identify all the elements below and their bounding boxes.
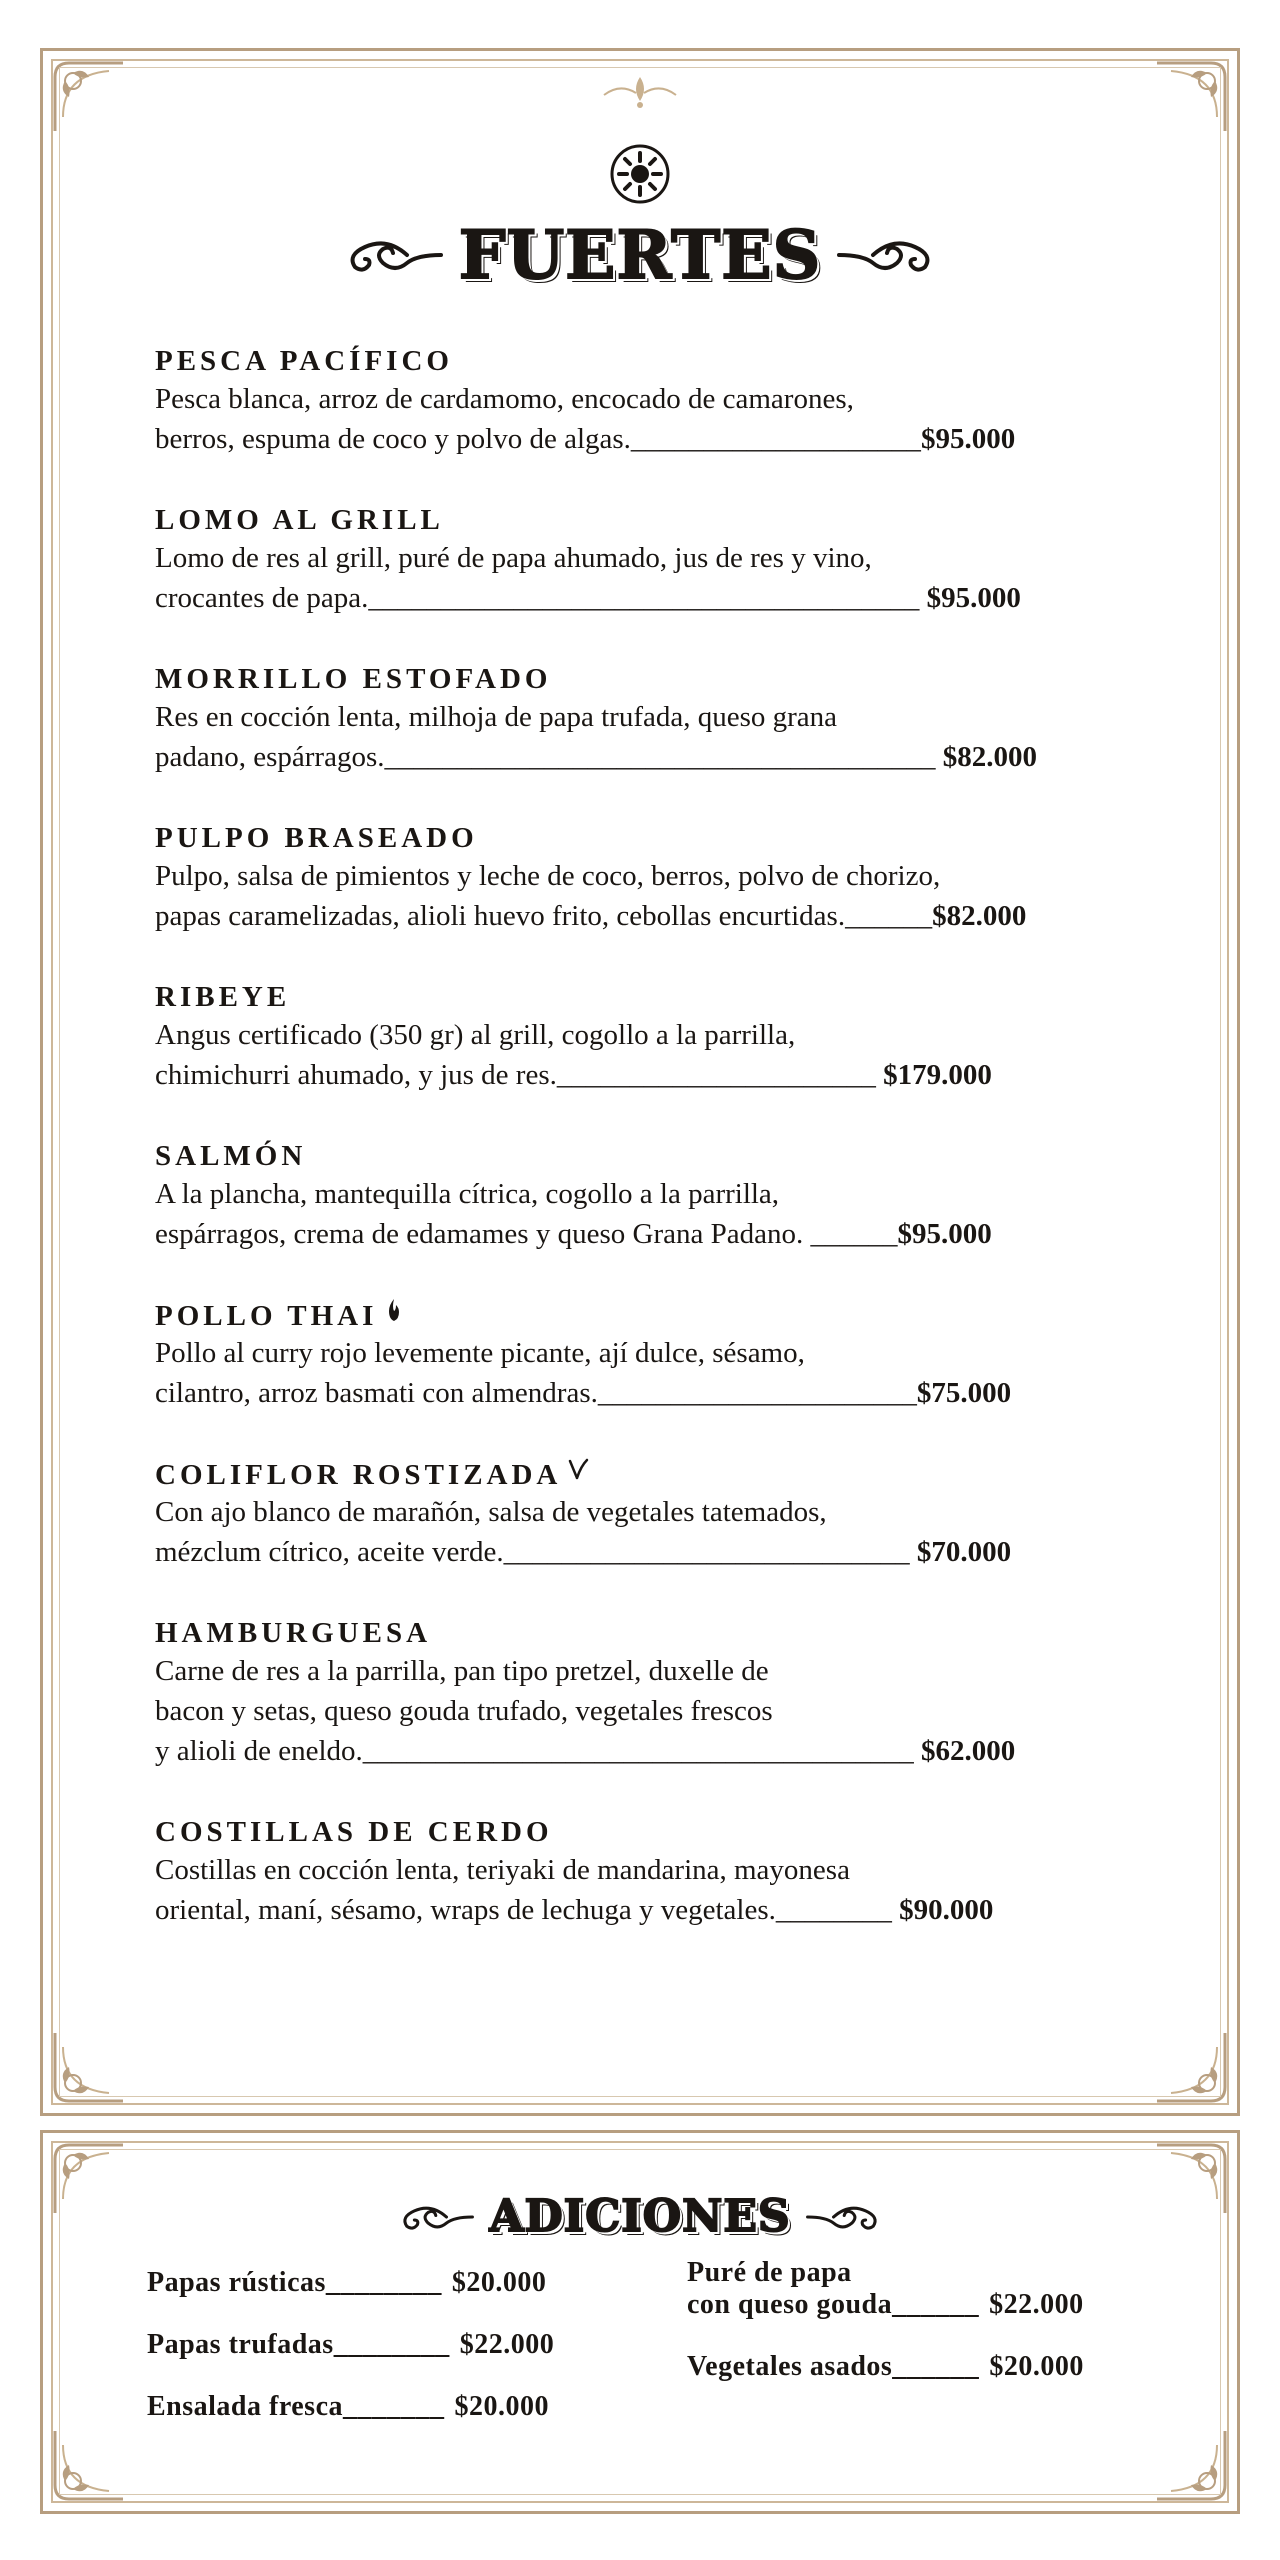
adicion-label: Vegetales asados______: [687, 2351, 980, 2382]
dish-name: POLLO THAI: [155, 1300, 378, 1332]
dish-description: [155, 1015, 1155, 1095]
swirl-left-icon: [337, 233, 447, 277]
dish-desc-line: berros, espuma de coco y polvo de algas.____________________: [155, 423, 921, 455]
adicion-label: Papas rústicas________: [147, 2267, 442, 2298]
dish-desc-line: A la plancha, mantequilla cítrica, cogollo a la parrilla,: [155, 1178, 780, 1210]
top-flourish-icon: [600, 73, 680, 109]
dish-item: [155, 661, 1155, 820]
dish-item: [155, 979, 1155, 1138]
sun-emblem-icon: [609, 143, 671, 205]
dish-description: [155, 1651, 1155, 1771]
dish-desc-line: mézclum cítrico, aceite verde.____________________________: [155, 1536, 910, 1568]
dish-name: PULPO BRASEADO: [155, 822, 478, 854]
vegan-leaf-icon: [567, 1456, 589, 1482]
dish-desc-line: Carne de res a la parrilla, pan tipo pretzel, duxelle de: [155, 1655, 769, 1687]
dish-price: $179.000: [883, 1059, 992, 1091]
dish-desc-line: padano, espárragos.______________________________________: [155, 741, 936, 773]
dish-desc-line: papas caramelizadas, alioli huevo frito, cebollas encurtidas.______: [155, 900, 933, 932]
adicion-item: [687, 2257, 1207, 2321]
ornament-corner-icon: [1151, 2425, 1231, 2505]
chili-flame-icon: [383, 1297, 405, 1323]
adicion-label: Papas trufadas________: [147, 2329, 450, 2360]
dish-name: SALMÓN: [155, 1140, 307, 1172]
dish-price: $95.000: [897, 1218, 992, 1250]
adicion-price: $20.000: [451, 2267, 547, 2298]
dish-desc-last-line: [155, 1532, 1155, 1572]
dish-desc-line: Costillas en cocción lenta, teriyaki de mandarina, mayonesa: [155, 1854, 850, 1886]
dish-item: [155, 343, 1155, 502]
dish-desc-line: Pollo al curry rojo levemente picante, ají dulce, sésamo,: [155, 1337, 805, 1369]
adiciones-menu-panel: [40, 2130, 1240, 2514]
swirl-right-icon: [803, 2200, 887, 2234]
dish-desc-line: espárragos, crema de edamames y queso Grana Padano. ______: [155, 1218, 898, 1250]
swirl-left-icon: [393, 2200, 477, 2234]
dish-desc-last-line: [155, 896, 1155, 936]
dish-name: HAMBURGUESA: [155, 1617, 432, 1649]
dish-item: [155, 820, 1155, 979]
dish-name: LOMO AL GRILL: [155, 504, 444, 536]
dish-price: $95.000: [926, 582, 1021, 614]
ornament-corner-icon: [1151, 2027, 1231, 2107]
dish-description: [155, 538, 1155, 618]
adicion-item: [147, 2391, 667, 2423]
dish-desc-last-line: [155, 1731, 1155, 1771]
dish-name: PESCA PACÍFICO: [155, 345, 453, 377]
dish-desc-last-line: [155, 1890, 1155, 1930]
dish-name: RIBEYE: [155, 981, 291, 1013]
dish-description: [155, 1850, 1155, 1930]
fuertes-menu-panel: [40, 48, 1240, 2116]
dish-desc-line: bacon y setas, queso gouda trufado, vegetales frescos: [155, 1695, 773, 1727]
dish-desc-last-line: [155, 737, 1155, 777]
dish-description: [155, 697, 1155, 777]
dish-name: COLIFLOR ROSTIZADA: [155, 1459, 562, 1491]
dish-item: [155, 1615, 1155, 1814]
ornament-corner-icon: [49, 2027, 129, 2107]
dish-price: $82.000: [942, 741, 1037, 773]
dish-desc-line: Lomo de res al grill, puré de papa ahumado, jus de res y vino,: [155, 542, 872, 574]
dish-description: [155, 1333, 1155, 1413]
adicion-price: $20.000: [989, 2351, 1084, 2382]
ornament-corner-icon: [49, 57, 129, 137]
dish-price: $62.000: [921, 1735, 1016, 1767]
dish-item: [155, 1297, 1155, 1456]
dish-desc-last-line: [155, 419, 1155, 459]
dish-desc-line: oriental, maní, sésamo, wraps de lechuga y vegetales.________: [155, 1894, 892, 1926]
dish-desc-last-line: [155, 578, 1155, 618]
adiciones-column-left: [147, 2267, 667, 2453]
dish-name: MORRILLO ESTOFADO: [155, 663, 552, 695]
dish-desc-line: cilantro, arroz basmati con almendras.______________________: [155, 1377, 917, 1409]
dish-desc-last-line: [155, 1055, 1155, 1095]
dish-name-row: [155, 1297, 1155, 1333]
dish-desc-line: crocantes de papa.______________________________________: [155, 582, 920, 614]
dish-item: [155, 502, 1155, 661]
dish-desc-line: Res en cocción lenta, milhoja de papa trufada, queso grana: [155, 701, 838, 733]
ornament-corner-icon: [49, 2425, 129, 2505]
dish-price: $90.000: [899, 1894, 994, 1926]
dish-list: [155, 343, 1155, 1973]
adiciones-column-right: [687, 2257, 1207, 2413]
dish-desc-line: Pulpo, salsa de pimientos y leche de coco, berros, polvo de chorizo,: [155, 860, 941, 892]
dish-desc-last-line: [155, 1214, 1155, 1254]
fuertes-heading: [43, 215, 1237, 295]
dish-item: [155, 1138, 1155, 1297]
dish-desc-line: chimichurri ahumado, y jus de res.______________________: [155, 1059, 876, 1091]
adiciones-heading: [43, 2187, 1237, 2247]
swirl-right-icon: [833, 233, 943, 277]
adicion-item: [687, 2351, 1207, 2383]
dish-desc-line: y alioli de eneldo.______________________________________: [155, 1735, 914, 1767]
dish-description: [155, 379, 1155, 459]
adicion-label: Puré de papa: [687, 2257, 852, 2288]
dish-price: $70.000: [916, 1536, 1012, 1568]
section-title-fuertes: FUERTES: [458, 216, 822, 294]
dish-description: [155, 856, 1155, 936]
dish-price: $82.000: [932, 900, 1027, 932]
adicion-price: $22.000: [459, 2329, 555, 2360]
dish-item: [155, 1814, 1155, 1973]
adicion-price: $20.000: [454, 2391, 549, 2422]
dish-desc-line: Con ajo blanco de marañón, salsa de vegetales tatemados,: [155, 1496, 827, 1528]
dish-desc-line: Pesca blanca, arroz de cardamomo, encocado de camarones,: [155, 383, 854, 415]
adicion-label: Ensalada fresca_______: [147, 2391, 445, 2422]
dish-name: COSTILLAS DE CERDO: [155, 1816, 553, 1848]
section-title-adiciones: ADICIONES: [489, 2191, 791, 2242]
adicion-label: con queso gouda______: [687, 2289, 980, 2320]
dish-desc-line: Angus certificado (350 gr) al grill, cogollo a la parrilla,: [155, 1019, 796, 1051]
dish-description: [155, 1174, 1155, 1254]
dish-desc-last-line: [155, 1373, 1155, 1413]
dish-price: $95.000: [920, 423, 1016, 455]
adicion-item: [147, 2329, 667, 2361]
dish-price: $75.000: [916, 1377, 1012, 1409]
dish-item: [155, 1456, 1155, 1615]
adicion-price: $22.000: [989, 2289, 1084, 2320]
ornament-corner-icon: [1151, 57, 1231, 137]
dish-name-row: [155, 1456, 1155, 1492]
adicion-item: [147, 2267, 667, 2299]
dish-description: [155, 1492, 1155, 1572]
